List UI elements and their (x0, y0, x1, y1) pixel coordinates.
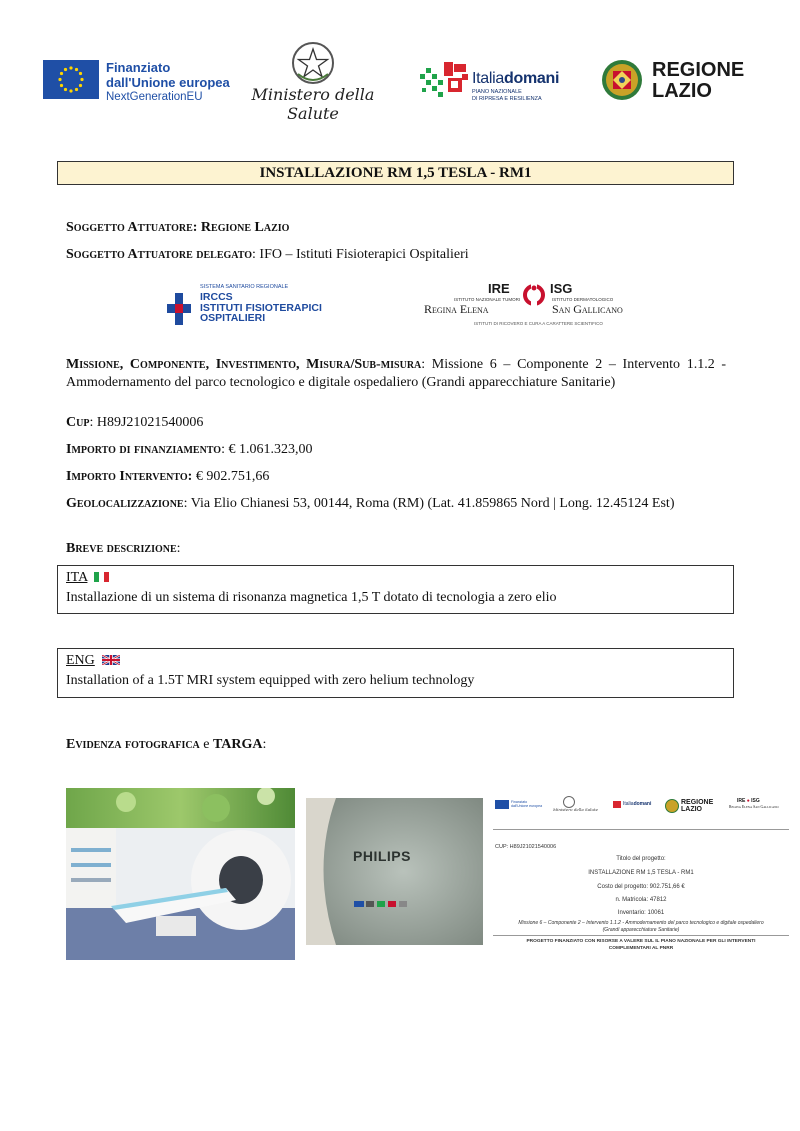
soggetto-delegato (66, 246, 469, 264)
ire-isg-symbol-icon (522, 284, 546, 306)
plaque-footer-2: COMPLEMENTARI AL PNRR (608, 946, 674, 951)
eng-label-row (58, 649, 733, 670)
plaque-domani: domani (633, 801, 652, 807)
cup-field (66, 414, 203, 432)
plaque-costo: Costo del progetto: 902.751,66 € (597, 884, 685, 890)
eu-line-2: dall'Unione europea (106, 75, 230, 90)
plaque-italiadomani-icon (613, 801, 621, 808)
plaque-isg: ISG (751, 798, 760, 804)
plaque-matricola: n. Matricola: 47812 (615, 897, 667, 903)
missione-field (66, 356, 726, 392)
plaque-regione-text (681, 799, 713, 813)
regione-line-1: REGIONE (652, 59, 745, 81)
plaque-project-name: INSTALLAZIONE RM 1,5 TESLA - RM1 (588, 870, 694, 876)
finanziamento-value: : € 1.061.323,00 (221, 442, 313, 457)
page-title: INSTALLAZIONE RM 1,5 TESLA - RM1 (57, 161, 734, 185)
plaque-eu-line-1: Finanziato (511, 800, 528, 804)
ire-isg-logo (424, 281, 642, 331)
evidenza-conj: e (199, 737, 213, 752)
plaque-missione-2: (Grandi apparecchiature Sanitarie) (602, 927, 680, 933)
plaque-eu-flag-icon (495, 800, 509, 809)
plaque-divider-2 (493, 935, 789, 936)
plaque-regione-crest-icon (665, 799, 679, 813)
plaque-ire-names (729, 805, 779, 809)
uk-flag-icon (102, 653, 120, 663)
missione-value: : Missione 6 – Componente 2 – Intervento 1.1.2 - Ammodernamento del parco tecnologico e digitale ospedaliero (Grandi apparecchiature Sanitarie) (66, 357, 727, 390)
eu-line-3: NextGenerationEU (106, 91, 203, 103)
soggetto-delegato-value: : IFO – Istituti Fisioterapici Ospitalieri (252, 247, 469, 262)
ire-acronym: IRE (488, 281, 510, 296)
italy-flag-icon (94, 570, 109, 580)
plaque-divider (493, 829, 789, 830)
cup-value: : H89J21021540006 (89, 415, 204, 430)
soggetto-attuatore (66, 219, 289, 237)
plaque-titolo: Titolo del progetto: (616, 856, 666, 862)
ita-label-row (58, 566, 733, 587)
regione-lazio-crest-icon (601, 58, 643, 102)
philips-scanner-photo (306, 798, 483, 945)
ire-name: Regina Elena (424, 302, 489, 316)
plaque-ire-name: Regina Elena (729, 805, 753, 809)
breve-descrizione-colon: : (176, 541, 181, 556)
ire-isg-footer: ISTITUTI DI RICOVERO E CURA A CARATTERE SCIENTIFICO (474, 321, 603, 326)
ifo-small-text: SISTEMA SANITARIO REGIONALE (200, 284, 289, 290)
plaque-inventario: Inventario: 10061 (617, 910, 665, 916)
plaque-footer-1: PROGETTO FINANZIATO CON RISORSE A VALERE SUL IL PIANO NAZIONALE PER GLI INTERVENTI (526, 939, 756, 944)
italiadomani-subtitle (472, 89, 542, 102)
evidenza-heading (66, 736, 266, 754)
plaque-eu-text (511, 800, 542, 808)
plaque-ire: IRE (737, 798, 746, 804)
evidenza-colon: : (262, 737, 267, 752)
breve-descrizione-label: Breve descrizione (66, 541, 177, 556)
eng-description-box (57, 648, 734, 698)
missione-label: Missione, Componente, Investimento, Misura/Sub-misura (66, 357, 422, 372)
eu-flag-icon (43, 60, 99, 99)
breve-descrizione-field (66, 540, 181, 558)
finanziamento-label: Importo di finanziamento (66, 442, 222, 457)
geolocalizzazione-value: : Via Elio Chianesi 53, 00144, Roma (RM) (Lat. 41.859865 Nord | Long. 12.45124 Est) (183, 496, 675, 511)
ifo-line-2: ISTITUTI FISIOTERAPICI (200, 301, 322, 314)
italiadomani-sub-1: PIANO NAZIONALE (472, 89, 522, 95)
plaque-missione: Missione 6 – Componente 2 – Intervento 1.1.2 - Ammodernamento del parco tecnologico e digitale ospedaliero (518, 920, 764, 926)
isg-subtitle: ISTITUTO DERMATOLOGICO (552, 297, 614, 302)
regione-lazio-text (652, 60, 744, 102)
plaque-regione-line-2: LAZIO (681, 806, 702, 813)
finanziamento-field (66, 441, 312, 459)
italiadomani-pixel-icon (418, 60, 470, 100)
mri-room-photo (66, 788, 295, 960)
plaque-cup: CUP: H89J21021540006 (495, 844, 557, 850)
eng-description-text: Installation of a 1.5T MRI system equipped with zero helium technology (66, 673, 475, 688)
plaque-italia: Italia (623, 801, 634, 807)
ita-description-text: Installazione di un sistema di risonanza magnetica 1,5 T dotato di tecnologia a zero elio (66, 590, 557, 605)
isg-acronym: ISG (550, 281, 573, 296)
ita-label: ITA (66, 570, 88, 585)
intervento-field (66, 468, 269, 486)
ministry-name: Ministero della Salute (251, 85, 375, 123)
ifo-line-3: OSPITALIERI (200, 312, 266, 324)
plaque-isg-name: San Gallicano (753, 805, 779, 809)
regione-line-2: LAZIO (652, 80, 712, 102)
evidenza-label: Evidenza fotografica (66, 737, 200, 752)
soggetto-delegato-label: Soggetto Attuatore delegato (66, 247, 253, 262)
domani-word: domani (504, 70, 560, 87)
project-plaque (493, 796, 789, 954)
italiadomani-title (472, 70, 559, 88)
intervento-label: Importo Intervento: (66, 469, 193, 484)
ita-description-box (57, 565, 734, 614)
ifo-cross-icon (166, 291, 192, 327)
eu-funding-text (106, 60, 230, 105)
italia-word: Italia (472, 70, 504, 87)
plaque-eu-line-2: dall'Unione europea (511, 804, 543, 808)
plaque-ire-isg: IRE ● ISG (737, 798, 760, 804)
ire-subtitle: ISTITUTO NAZIONALE TUMORI (454, 297, 521, 302)
italian-republic-emblem-icon (290, 40, 336, 86)
italiadomani-sub-2: DI RIPRESA E RESILIENZA (472, 95, 542, 102)
philips-brand-text: PHILIPS (353, 848, 411, 864)
isg-name: San Gallicano (552, 302, 623, 316)
geolocalizzazione-label: Geolocalizzazione (66, 496, 184, 511)
eu-line-1: Finanziato (106, 60, 171, 75)
eng-label: ENG (66, 653, 95, 668)
ifo-logo-text (200, 292, 322, 324)
plaque-italiadomani (623, 801, 651, 807)
targa-label: TARGA (213, 737, 263, 752)
ifo-line-1: IRCCS (200, 291, 233, 303)
intervento-value: € 902.751,66 (192, 469, 270, 484)
geolocalizzazione-field (66, 495, 726, 513)
plaque-regione-line-1: REGIONE (681, 799, 714, 806)
plaque-ministry: Ministero della Salute (553, 807, 598, 812)
cup-label: Cup (66, 415, 90, 430)
soggetto-attuatore-label: Soggetto Attuatore: Regione Lazio (66, 220, 290, 235)
